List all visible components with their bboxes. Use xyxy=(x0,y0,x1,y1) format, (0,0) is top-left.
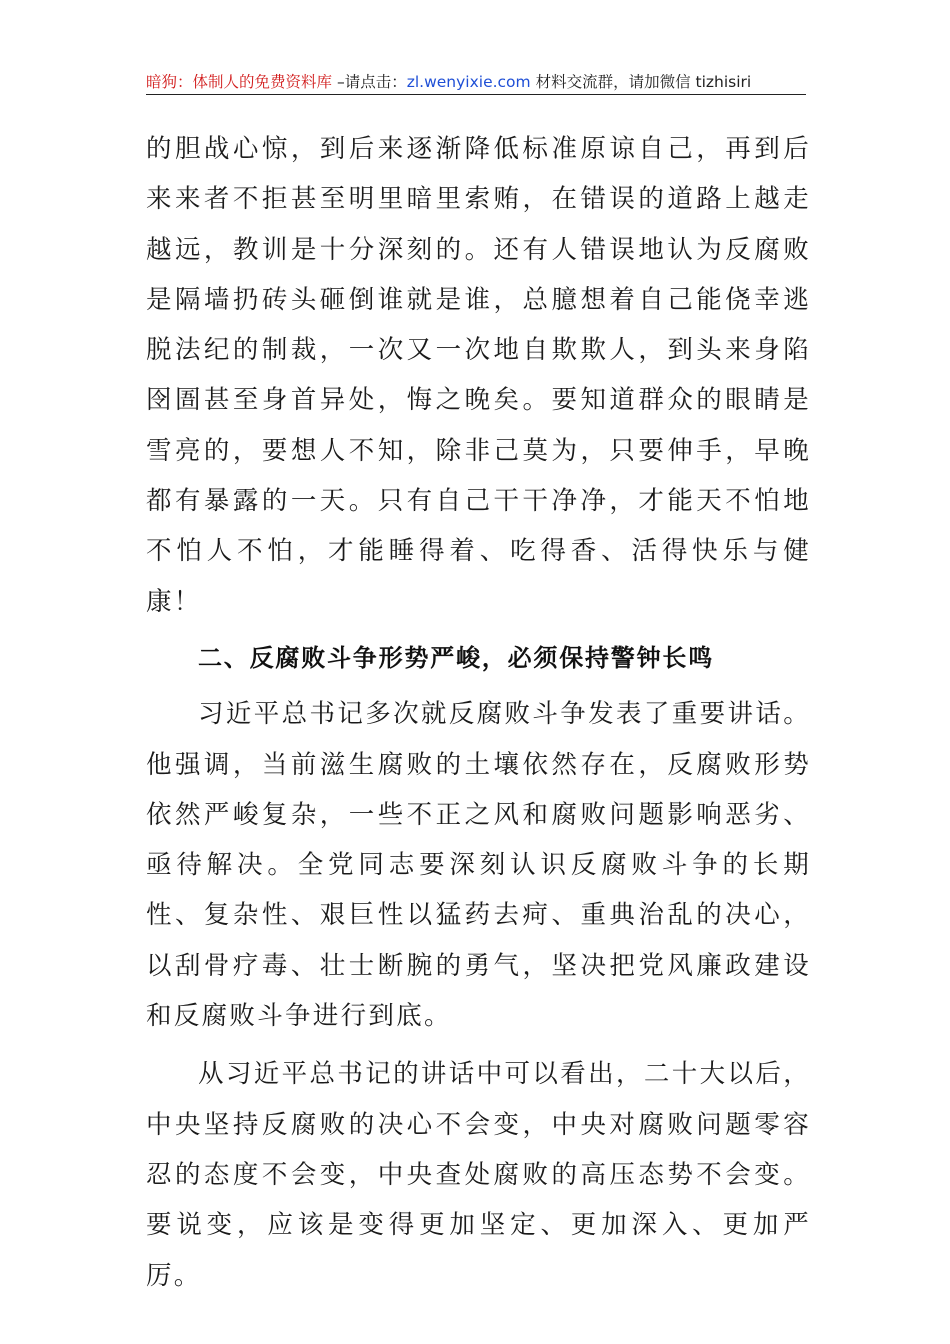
page-header xyxy=(146,70,806,94)
header-link[interactable]: zl.wenyixie.com xyxy=(406,73,531,91)
paragraph-speech: 习近平总书记多次就反腐败斗争发表了重要讲话。他强调，当前滋生腐败的土壤依然存在，反腐败形势依然严峻复杂，一些不正之风和腐败问题影响恶劣、亟待解决。全党同志要深刻认识反腐败斗争的长期性、复杂性、艰巨性以猛药去疴、重典治乱的决心，以刮骨疗毒、壮士断腕的勇气，坚决把党风廉政建设和反腐败斗争进行到底。 xyxy=(146,699,811,1032)
paragraph-continued: 的胆战心惊，到后来逐渐降低标准原谅自己，再到后来来者不拒甚至明里暗里索贿，在错误的道路上越走越远，教训是十分深刻的。还有人错误地认为反腐败是隔墙扔砖头砸倒谁就是谁，总臆想着自己能侥幸逃脱法纪的制裁，一次又一次地自欺欺人，到头来身陷囹圄甚至身首异处，悔之晚矣。要知道群众的眼睛是雪亮的，要想人不知，除非己莫为，只要伸手，早晚都有暴露的一天。只有自己干干净净，才能天不怕地不怕人不怕，才能睡得着、吃得香、活得快乐与健康！ xyxy=(146,134,811,617)
document-body xyxy=(146,124,811,1301)
header-brand: 暗狗：体制人的免费资料库 xyxy=(146,73,333,91)
section-heading: 二、反腐败斗争形势严峻，必须保持警钟长鸣 xyxy=(198,643,714,672)
header-prompt: –请点击： xyxy=(332,73,407,91)
header-contact: 材料交流群，请加微信 tizhisiri xyxy=(530,73,752,91)
header-divider xyxy=(146,94,806,95)
paragraph-conclusion: 从习近平总书记的讲话中可以看出，二十大以后，中央坚持反腐败的决心不会变，中央对腐败问题零容忍的态度不会变，中央查处腐败的高压态势不会变。要说变，应该是变得更加坚定、更加深入、更加严厉。 xyxy=(146,1059,811,1291)
